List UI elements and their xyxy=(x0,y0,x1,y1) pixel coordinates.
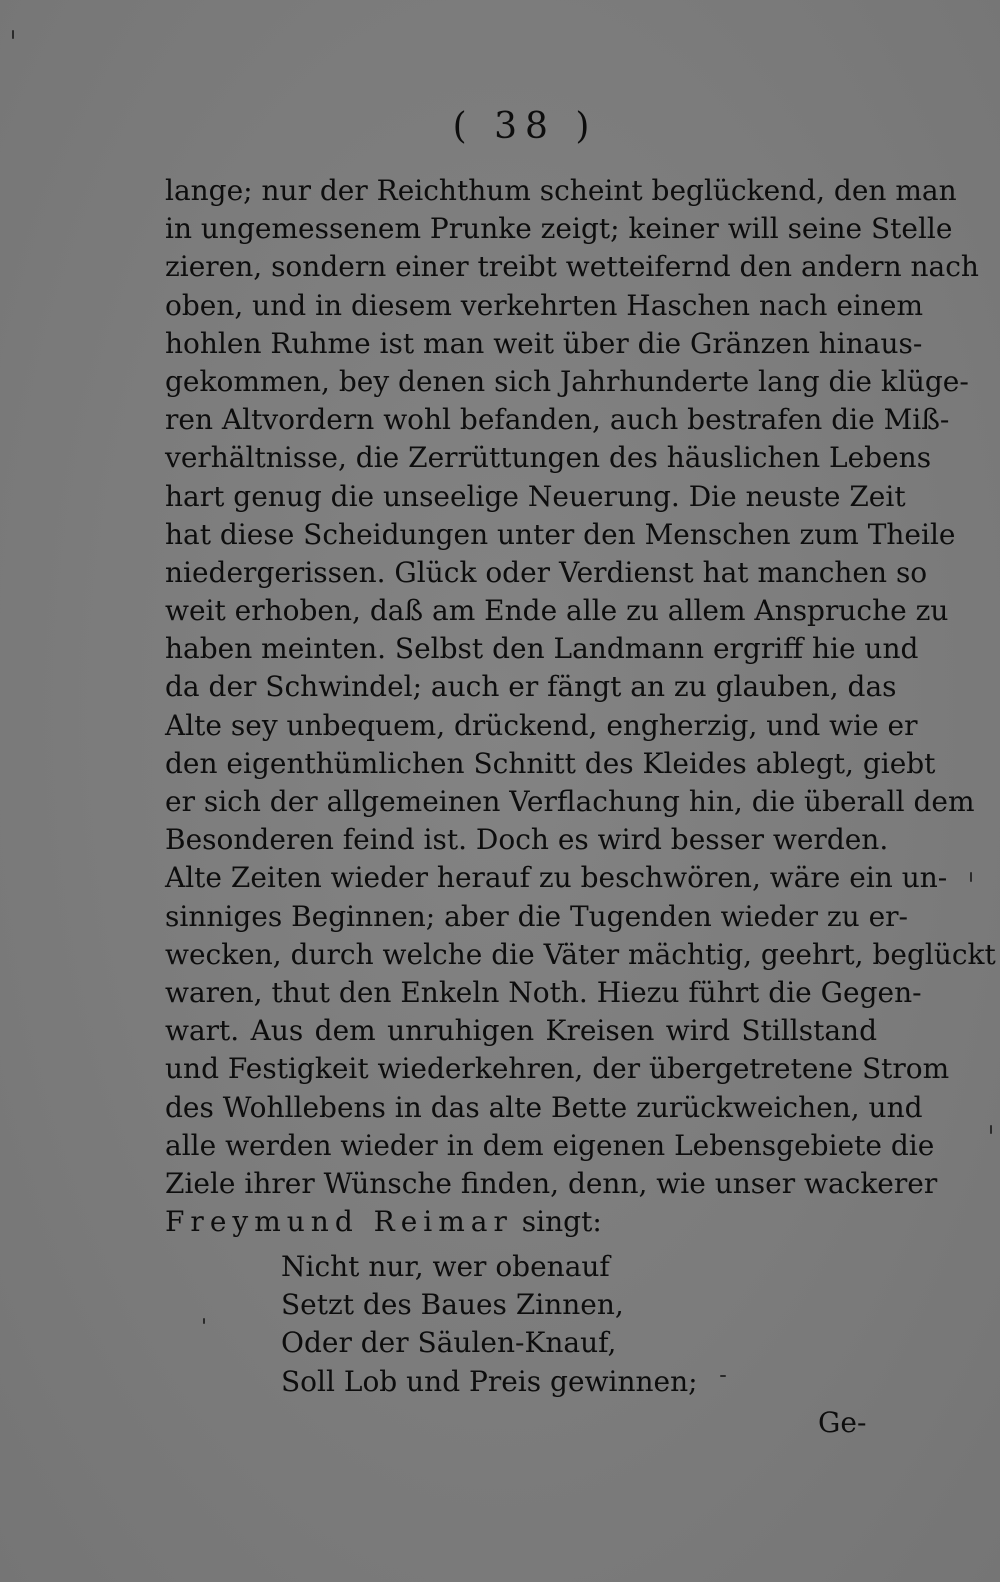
text-line: hart genug die unseelige Neuerung. Die neuste Zeit xyxy=(165,479,906,513)
text-line: weit erhoben, daß am Ende alle zu allem Anspruche zu xyxy=(165,594,949,628)
text-line: sinniges Beginnen; aber die Tugenden wieder zu er- xyxy=(165,899,908,933)
text-line: waren, thut den Enkeln Noth. Hiezu führt die Gegen- xyxy=(165,975,922,1009)
verse-quote xyxy=(281,1248,698,1401)
text-line: ren Altvordern wohl befanden, auch bestrafen die Miß- xyxy=(165,403,950,437)
text-line: Ziele ihrer Wünsche finden, denn, wie unser wackerer xyxy=(165,1166,938,1200)
catchword: Ge- xyxy=(818,1406,867,1439)
text-line: gekommen, bey denen sich Jahrhunderte lang die klüge- xyxy=(165,364,969,398)
last-line-rest: singt: xyxy=(512,1205,602,1239)
scan-speck xyxy=(990,1125,992,1134)
text-line: Alte Zeiten wieder herauf zu beschwören, wäre ein un- xyxy=(165,861,948,895)
scan-speck xyxy=(720,1375,726,1377)
scan-speck xyxy=(203,1318,205,1324)
scan-speck xyxy=(970,872,972,882)
text-line: lange; nur der Reichthum scheint beglückend, den man xyxy=(165,174,957,207)
verse-line: Soll Lob und Preis gewinnen; xyxy=(281,1364,698,1398)
text-line: haben meinten. Selbst den Landmann ergriff hie und xyxy=(165,632,919,666)
page-number: ( 38 ) xyxy=(452,106,598,147)
text-line-last xyxy=(165,1203,877,1241)
text-line: zieren, sondern einer treibt wetteifernd den andern nach xyxy=(165,250,979,284)
text-line: Alte sey unbequem, drückend, engherzig, und wie er xyxy=(165,708,918,742)
text-line: wecken, durch welche die Väter mächtig, geehrt, beglückt xyxy=(165,937,996,971)
text-line: oben, und in diesem verkehrten Haschen nach einem xyxy=(165,288,924,322)
scan-speck xyxy=(12,30,14,39)
text-line: da der Schwindel; auch er fängt an zu glauben, das xyxy=(165,670,897,704)
text-line: er sich der allgemeinen Verflachung hin, die überall dem xyxy=(165,785,975,818)
text-line: hat diese Scheidungen unter den Menschen zum Theile xyxy=(165,517,956,551)
text-line: hohlen Ruhme ist man weit über die Gränzen hinaus- xyxy=(165,326,923,360)
text-line: niedergerissen. Glück oder Verdienst hat manchen so xyxy=(165,555,928,589)
poet-name: Freymund Reimar xyxy=(165,1205,513,1239)
text-line: den eigenthümlichen Schnitt des Kleides ablegt, giebt xyxy=(165,746,936,780)
text-line: Besonderen feind ist. Doch es wird besser werden. xyxy=(165,823,889,857)
verse-line: Nicht nur, wer obenauf xyxy=(281,1250,610,1283)
verse-line: Setzt des Baues Zinnen, xyxy=(281,1288,624,1322)
text-line: verhältnisse, die Zerrüttungen des häuslichen Lebens xyxy=(165,441,932,475)
body-text xyxy=(165,172,996,1241)
text-line: wart. Aus dem unruhigen Kreisen wird Stillstand xyxy=(165,1014,877,1048)
text-line: des Wohllebens in das alte Bette zurückweichen, und xyxy=(165,1090,923,1124)
text-line: in ungemessenem Prunke zeigt; keiner will seine Stelle xyxy=(165,212,953,246)
text-line: und Festigkeit wiederkehren, der übergetretene Strom xyxy=(165,1052,950,1086)
verse-line: Oder der Säulen-Knauf, xyxy=(281,1326,617,1360)
text-line: alle werden wieder in dem eigenen Lebensgebiete die xyxy=(165,1128,935,1162)
